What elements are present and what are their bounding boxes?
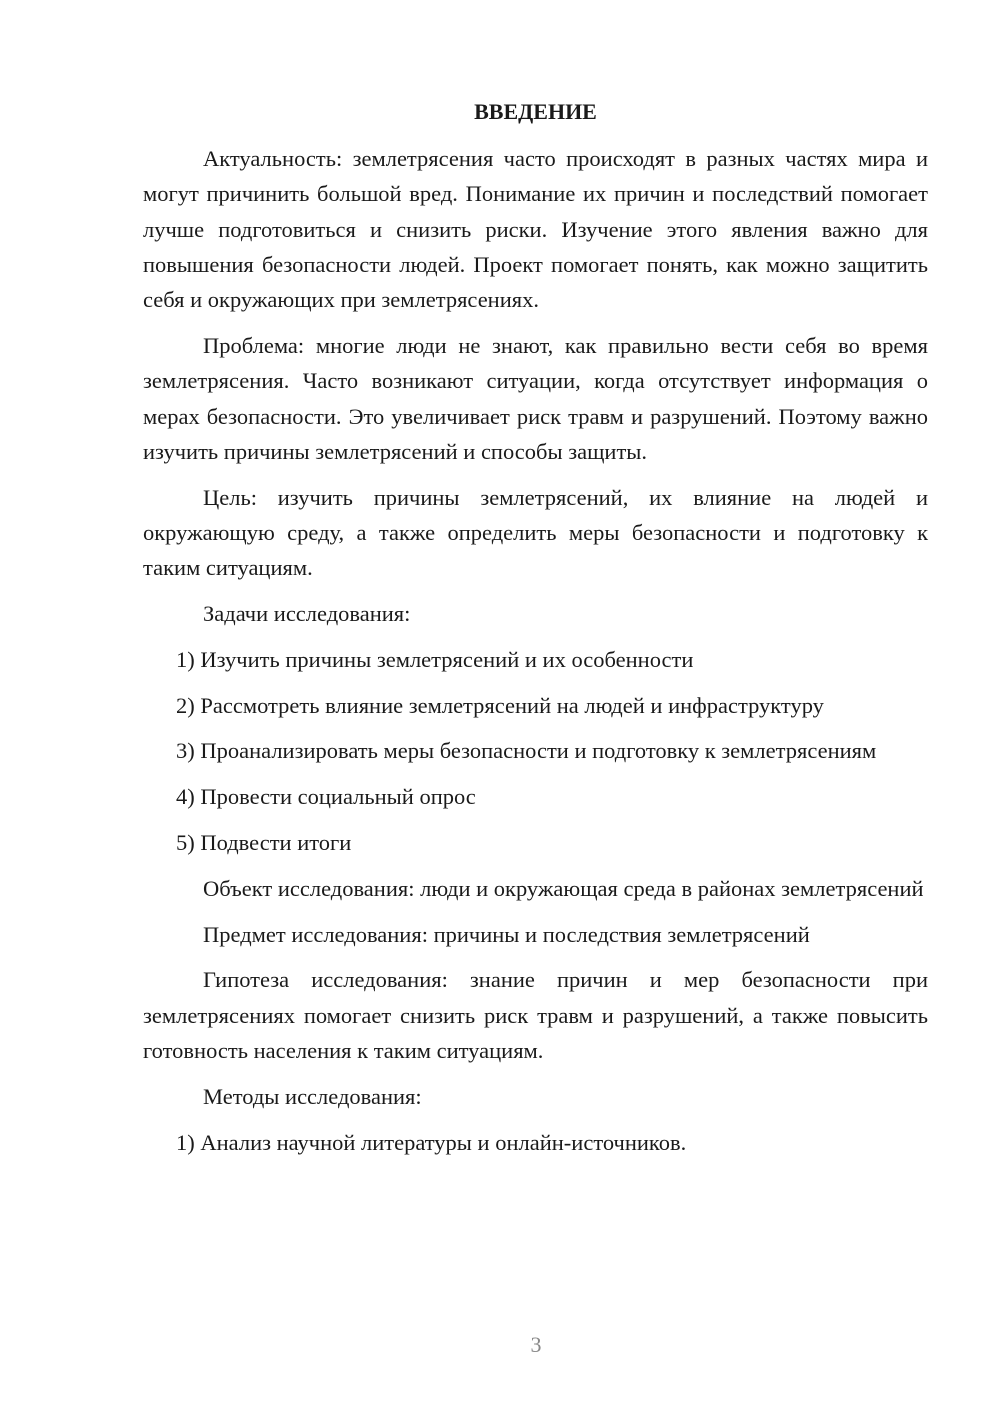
paragraph-goal: Цель: изучить причины землетрясений, их влияние на людей и окружающую среду, а также определить меры безопасности и подготовку к таким ситуациям.: [143, 484, 928, 581]
page-number: 3: [530, 1332, 542, 1357]
paragraph-hypothesis: Гипотеза исследования: знание причин и мер безопасности при землетрясениях помогает снизить риск травм и разрушений, а также повысить готовность населения к таким ситуациям.: [143, 967, 928, 1064]
task-item-4: 4) Провести социальный опрос: [176, 784, 476, 810]
document-page: [143, 94, 928, 1170]
paragraph-object: Объект исследования: люди и окружающая среда в районах землетрясений: [203, 875, 924, 901]
methods-heading: Методы исследования:: [203, 1083, 422, 1109]
task-item-5: 5) Подвести итоги: [176, 830, 352, 856]
task-item-1: 1) Изучить причины землетрясений и их особенности: [176, 646, 694, 672]
task-item-3: 3) Проанализировать меры безопасности и подготовку к землетрясениям: [176, 738, 877, 764]
section-title: ВВЕДЕНИЕ: [474, 99, 597, 124]
task-item-2: 2) Рассмотреть влияние землетрясений на людей и инфраструктуру: [176, 692, 824, 718]
paragraph-relevance: Актуальность: землетрясения часто происходят в разных частях мира и могут причинить большой вред. Понимание их причин и последствий помогает лучше подготовиться и снизить риски. Изучение этого явления важно для повышения безопасности людей. Проект помогает понять, как можно защитить себя и окружающих при землетрясениях.: [143, 146, 928, 313]
tasks-heading: Задачи исследования:: [203, 601, 411, 627]
paragraph-problem: Проблема: многие люди не знают, как правильно вести себя во время землетрясения. Часто возникают ситуации, когда отсутствует информация о мерах безопасности. Это увеличивает риск травм и разрушений. Поэтому важно изучить причины землетрясений и способы защиты.: [143, 332, 928, 464]
method-item-1: 1) Анализ научной литературы и онлайн-источников.: [176, 1129, 687, 1155]
paragraph-subject: Предмет исследования: причины и последствия землетрясений: [203, 921, 810, 947]
